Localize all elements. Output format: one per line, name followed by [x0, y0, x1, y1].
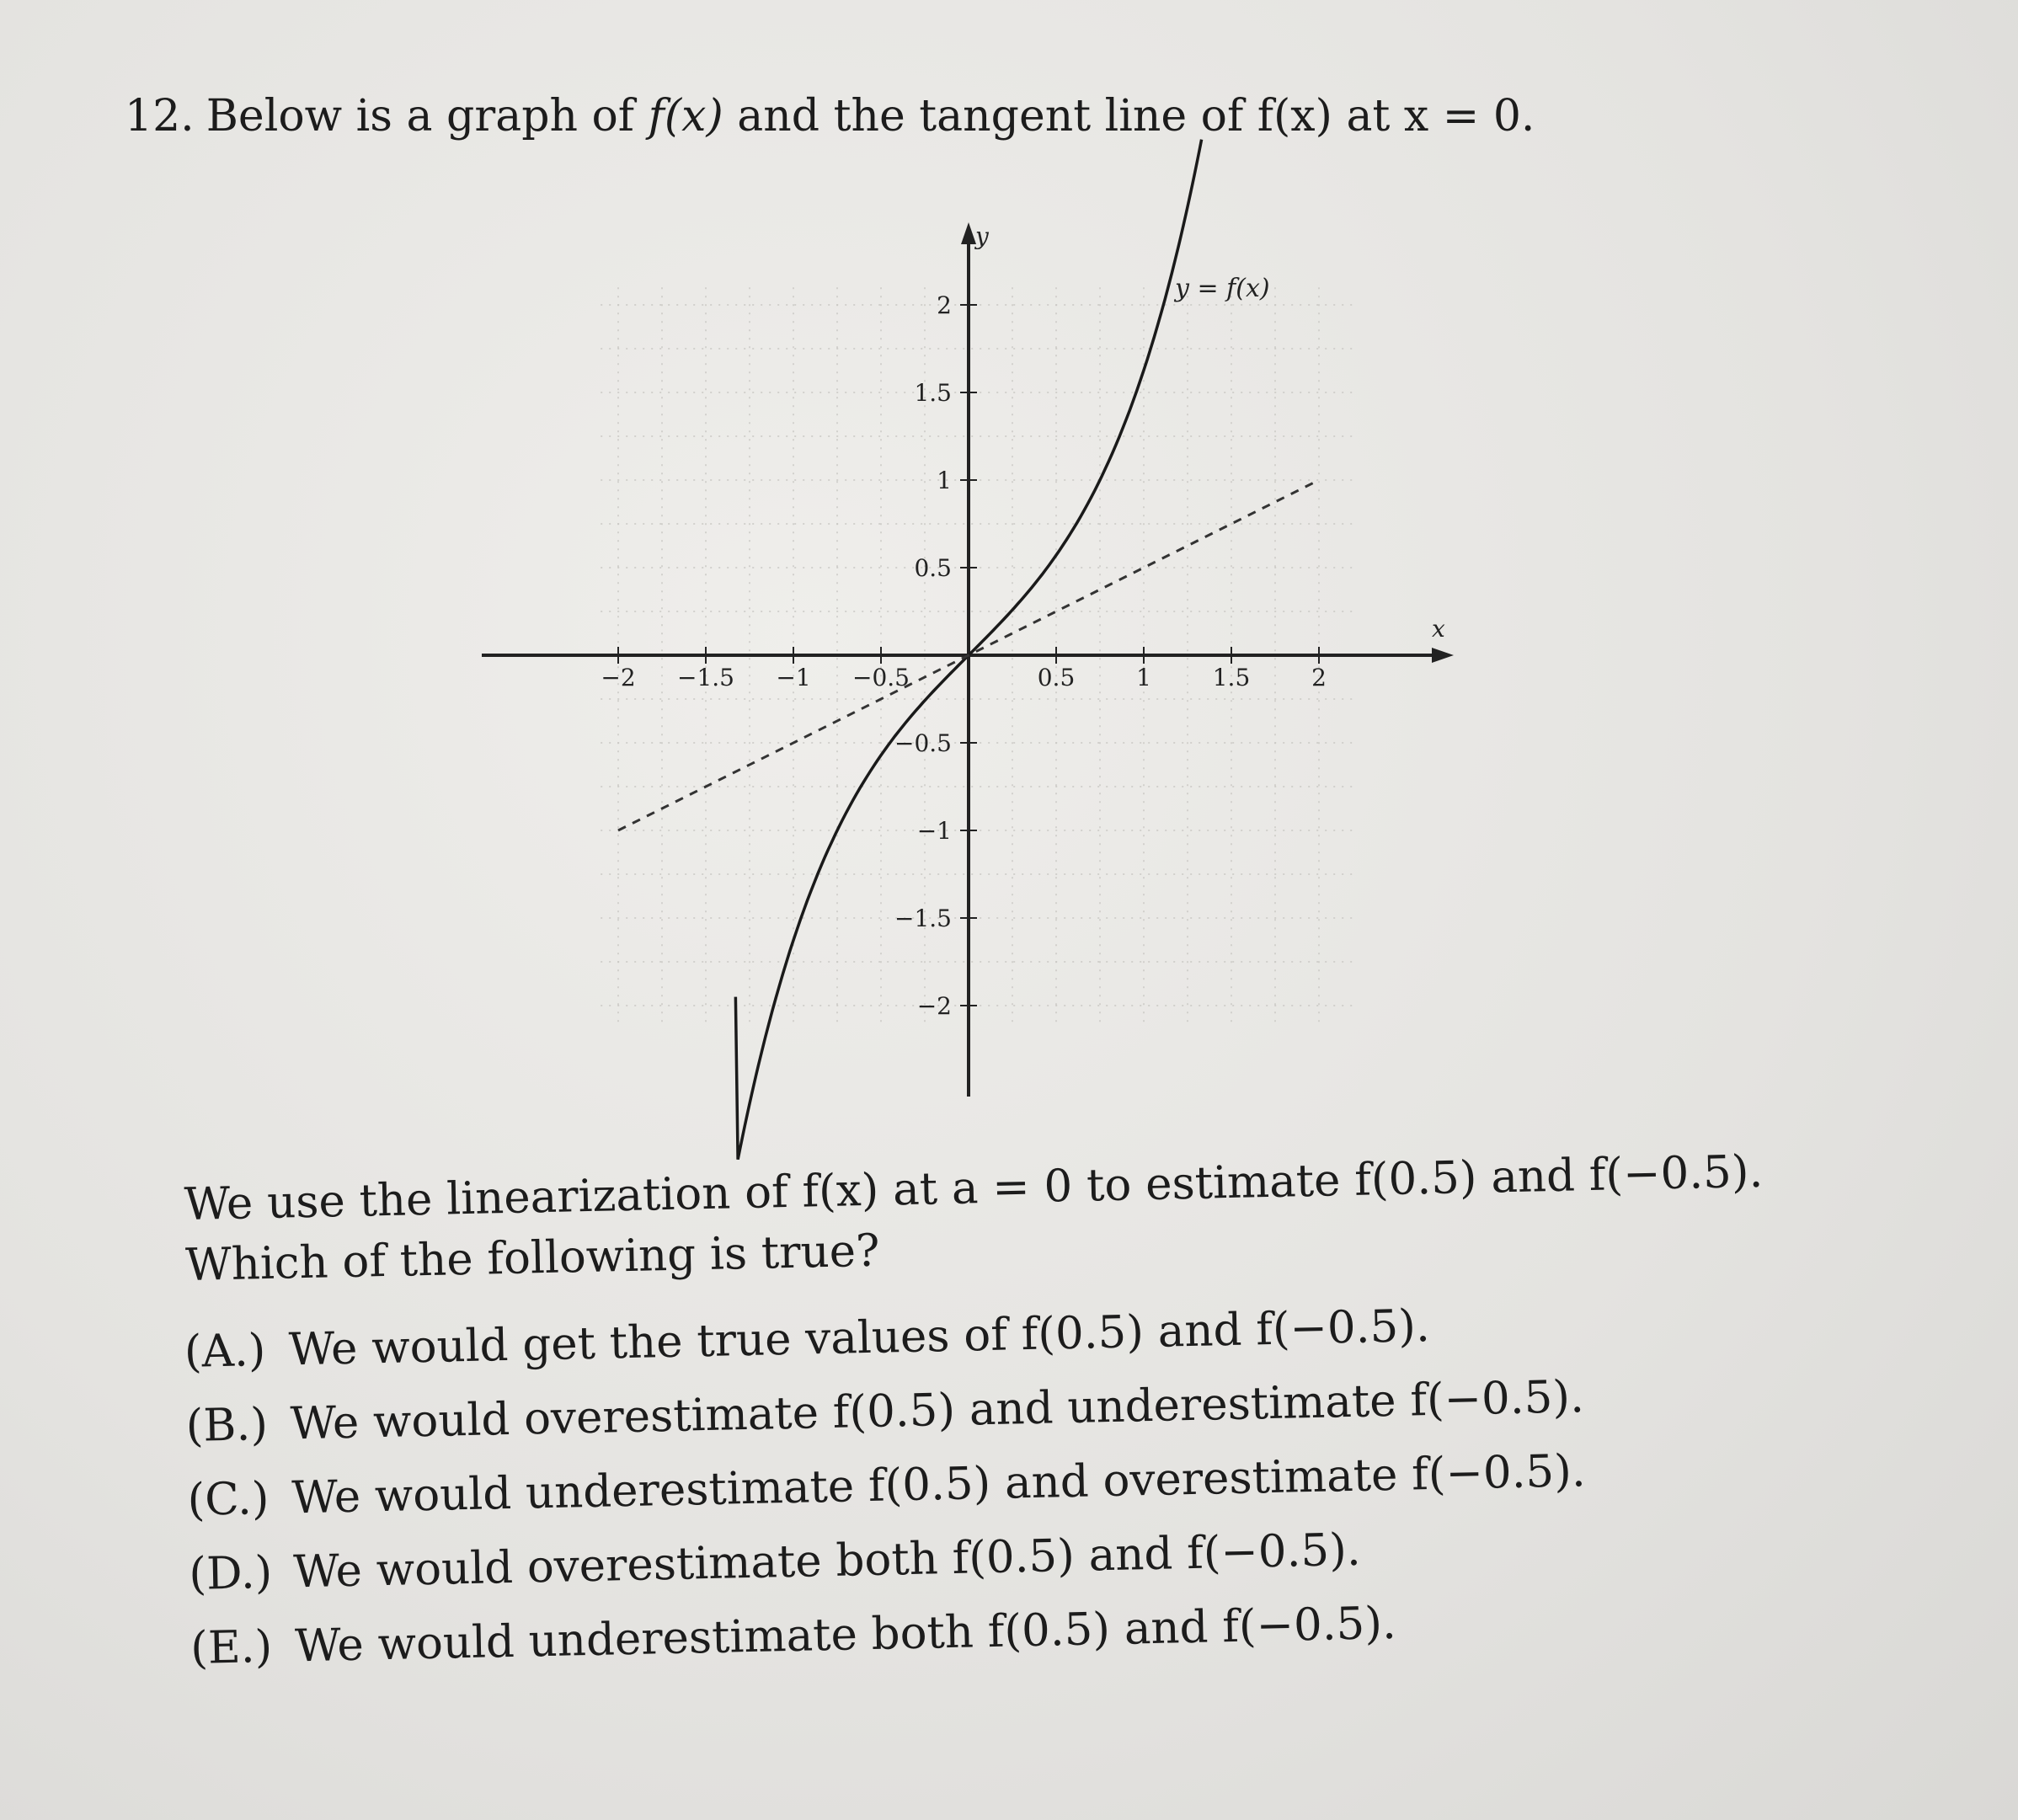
y-tick-label: 0.5 [914, 554, 952, 582]
option-label: (C.) [186, 1472, 270, 1526]
option-label: (E.) [190, 1620, 273, 1674]
option-text: We would overestimate f(0.5) and underestimate f(−0.5). [290, 1371, 1585, 1450]
x-tick-label: −0.5 [852, 664, 910, 691]
y-tick-label: −0.5 [894, 729, 952, 757]
y-tick-label: −2 [916, 992, 952, 1020]
problem-number: 12. [125, 91, 195, 141]
intro-text-3: f(x) at x = 0. [1257, 91, 1535, 141]
x-tick-label: −1.5 [677, 664, 734, 691]
curve-label: y = f(x) [1175, 274, 1270, 303]
y-tick-label: 1 [937, 467, 952, 494]
option-text: We would overestimate both f(0.5) and f(−0.5). [292, 1524, 1362, 1599]
function-notation: f(x) [648, 91, 723, 141]
y-tick-label: 1.5 [914, 379, 952, 407]
option-text: We would underestimate both f(0.5) and f(−0.5). [294, 1597, 1397, 1673]
y-axis-arrow [961, 222, 976, 244]
y-tick-label: 2 [937, 291, 952, 319]
intro-text-1: Below is a graph of [206, 91, 649, 141]
graph-axes [482, 222, 1454, 1097]
x-tick-label: 2 [1311, 664, 1327, 691]
question-text: We use the linearization of f(x) at a = 0 to estimate f(0.5) and f(−0.5). Which of the following is true? [184, 1145, 1764, 1291]
x-tick-label: 0.5 [1037, 664, 1076, 691]
y-axis-label: y [975, 222, 989, 250]
option-text: We would underestimate f(0.5) and overestimate f(−0.5). [291, 1445, 1587, 1524]
y-tick-label: −1.5 [894, 905, 952, 932]
option-text: We would get the true values of f(0.5) and f(−0.5). [288, 1300, 1431, 1376]
x-axis-arrow [1432, 648, 1454, 663]
option-label: (B.) [185, 1398, 269, 1452]
x-tick-label: 1 [1136, 664, 1151, 691]
x-tick-label: −2 [601, 664, 636, 691]
x-axis-label: x [1432, 615, 1445, 643]
y-tick-label: −1 [916, 817, 952, 845]
x-tick-label: 1.5 [1212, 664, 1251, 691]
option-label: (D.) [188, 1546, 273, 1600]
option-label: (A.) [184, 1324, 267, 1378]
answer-options [184, 1282, 1791, 1686]
intro-text-2: and the tangent line of [723, 91, 1257, 141]
x-tick-label: −1 [776, 664, 811, 691]
